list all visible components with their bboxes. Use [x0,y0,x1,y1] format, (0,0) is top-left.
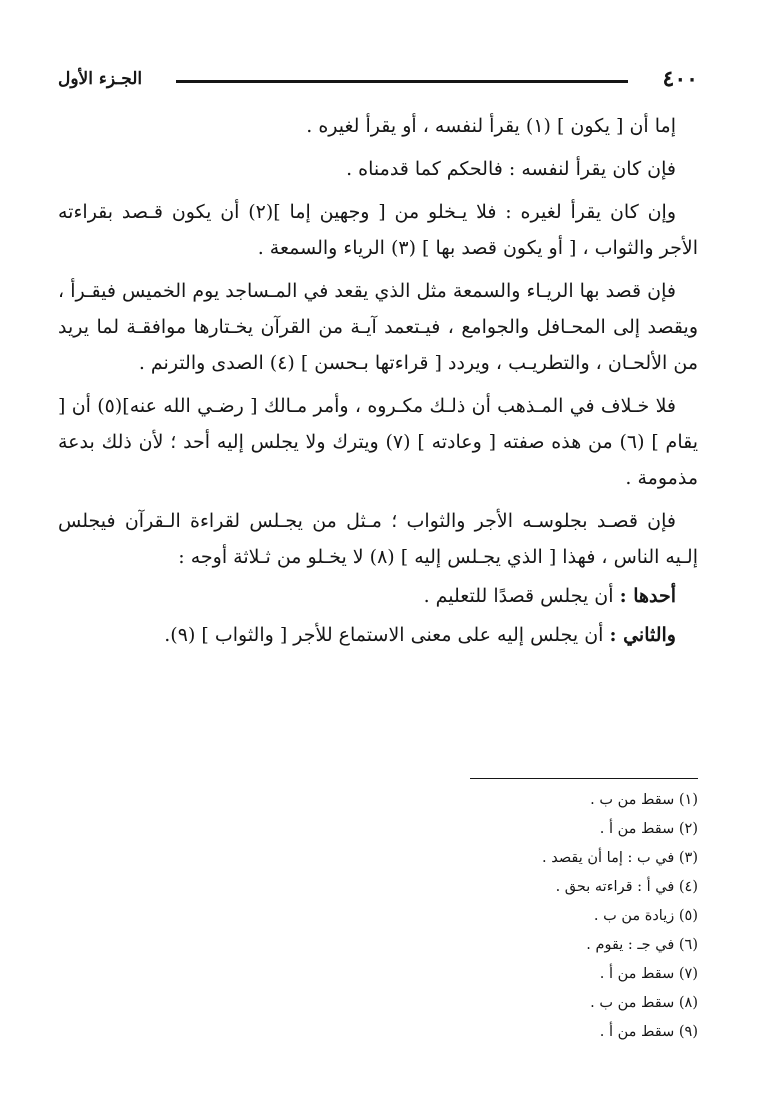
footnote: (٦) في جـ : يقوم . [586,937,698,953]
footnote-rule [470,778,698,779]
footnote: (٥) زيادة من ب . [593,908,698,924]
page-number: ٤٠٠ [662,66,698,92]
paragraph: فإن كان يقرأ لنفسه : فالحكم كما قدمناه . [346,158,676,180]
footnote: (٩) سقط من أ . [599,1024,698,1040]
list-item [58,578,698,614]
item-term: والثاني : [609,624,676,646]
footnote: (١) سقط من ب . [590,792,698,808]
footnote: (٢) سقط من أ . [599,821,698,837]
part-title: الجـزء الأول [58,69,143,89]
list-item [58,617,698,653]
footnote: (٧) سقط من أ . [599,966,698,982]
header-rule [176,80,628,83]
paragraph: وإن كان يقرأ لغيره : فلا يـخلو من [ وجهين إما ](٢) أن يكون قـصد بقراءته الأجر والثواب ، [ أو يكون قصد بها ] (٣) الرياء والسمعة . [58,201,698,259]
item-text: أن يجلس قصدًا للتعليم . [423,585,620,607]
main-text [58,108,698,656]
paragraph: فإن قصد بها الريـاء والسمعة مثل الذي يقعد في المـساجد يوم الخميس فيقـرأ ، ويقصد إلى المحـافل والجوامع ، فيـتعمد آيـة من القرآن يخـتارها موافقـة لما يريد من الألحـان ، والتطريـب ، ويردد [ قراءتها بـحسن ] (٤) الصدى والترنم . [58,280,698,374]
item-term: أحدها : [619,585,676,607]
item-text: أن يجلس إليه على معنى الاستماع للأجر [ والثواب ] (٩). [164,624,610,646]
paragraph: إما أن [ يكون ] (١) يقرأ لنفسه ، أو يقرأ لغيره . [306,115,676,137]
paragraph: فلا خـلاف في المـذهب أن ذلـك مكـروه ، وأمر مـالك [ رضـي الله عنه](٥) أن [ يقام ] (٦) من هذه صفته [ وعادته ] (٧) ويترك ولا يجلس إليه أحد ؛ لأن ذلك بدعة مذمومة . [58,395,699,489]
footnote: (٨) سقط من ب . [590,995,698,1011]
footnotes [318,786,698,1047]
paragraph: فإن قصـد بجلوسـه الأجر والثواب ؛ مـثل من يجـلس لقراءة الـقرآن فيجلس إلـيه الناس ، فهذا [ الذي يجـلس إليه ] (٨) لا يخـلو من ثـلاثة أوجه : [58,510,698,568]
footnote: (٤) في أ : قراءته بحق . [555,879,698,895]
running-header [58,64,698,98]
footnote: (٣) في ب : إما أن يقصد . [542,850,698,866]
